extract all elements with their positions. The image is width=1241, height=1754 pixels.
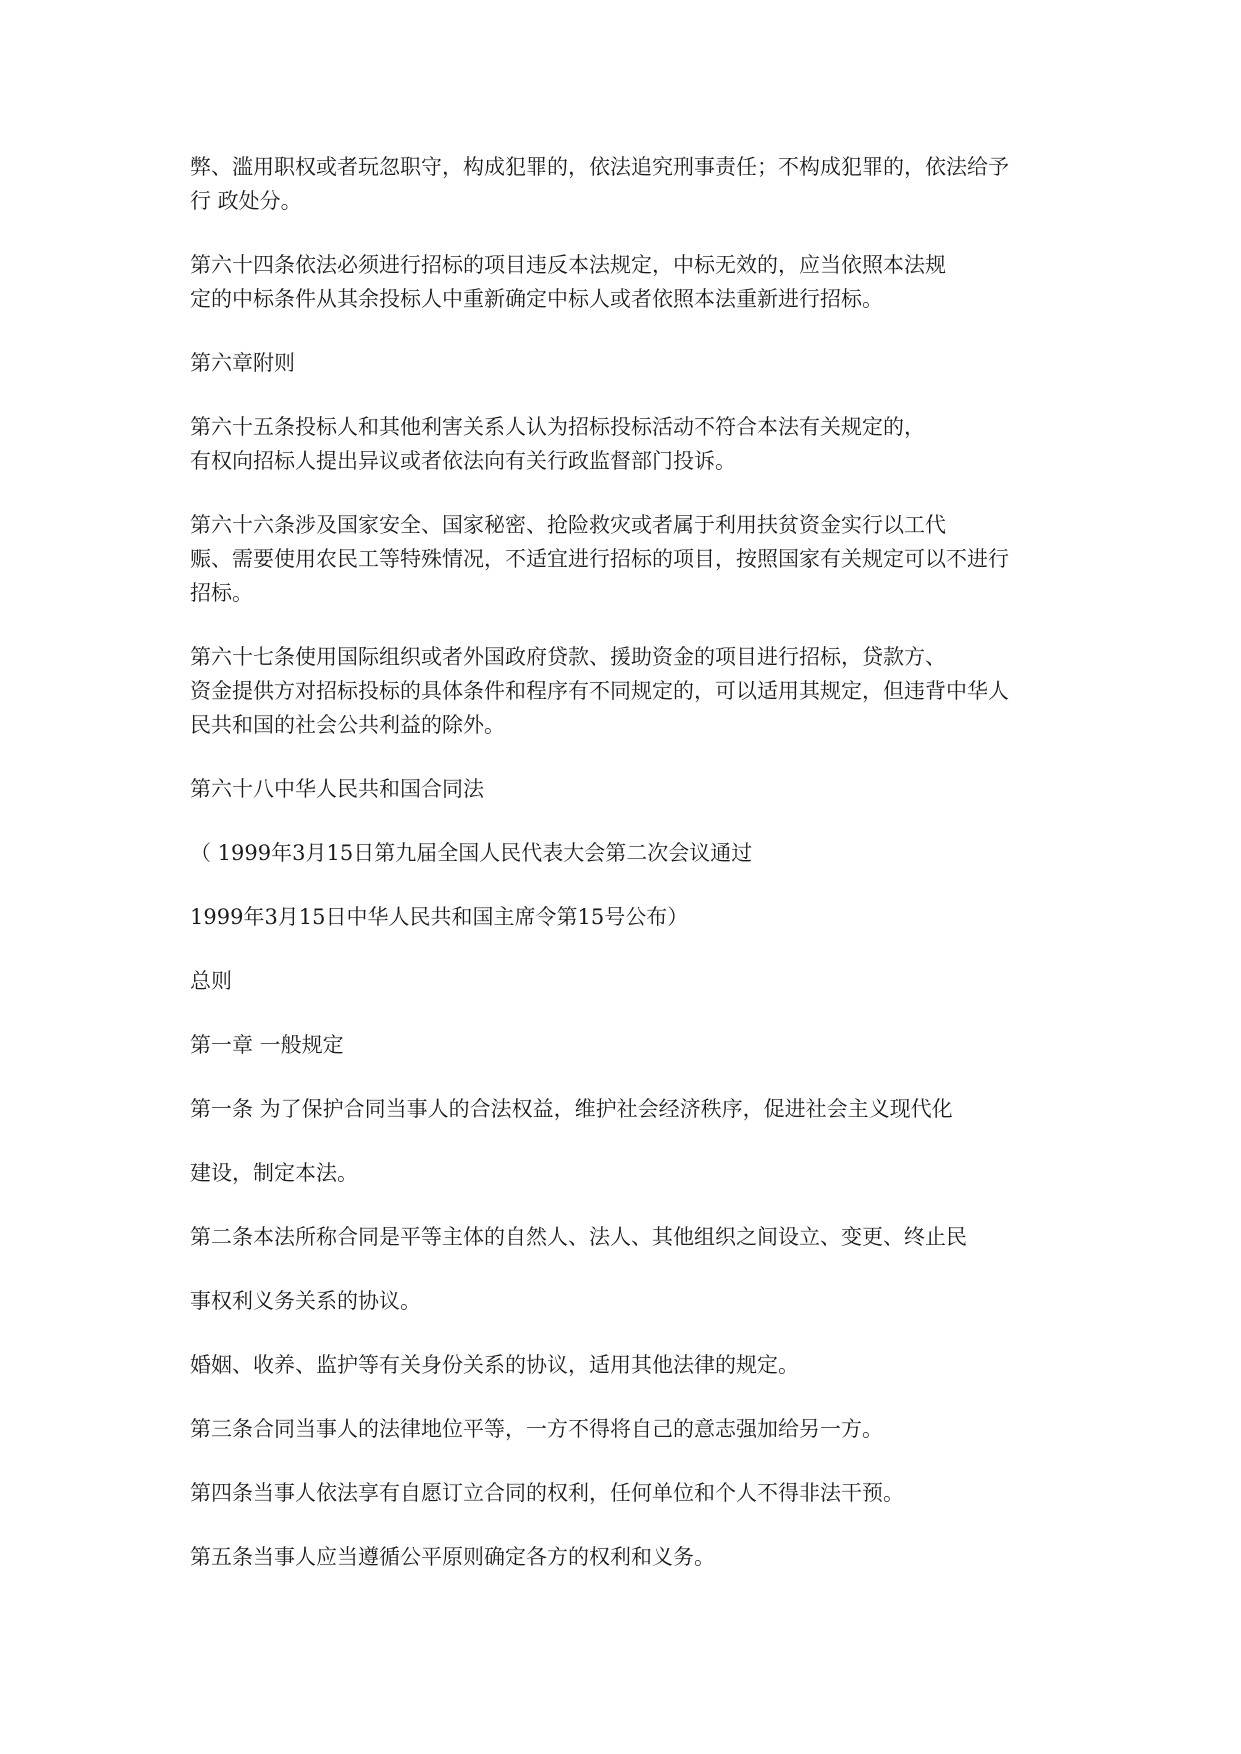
paragraph (190, 1476, 1070, 1510)
text-line: 行 政处分。 (190, 189, 302, 213)
text-line: 建设，制定本法。 (190, 1161, 358, 1185)
text-line: 资金提供方对招标投标的具体条件和程序有不同规定的，可以适用其规定，但违背中华人 (190, 679, 1009, 703)
paragraph (190, 1220, 1070, 1254)
paragraph (190, 346, 1070, 380)
text-line: 第一章 一般规定 (190, 1033, 344, 1057)
text-line: 第五条当事人应当遵循公平原则确定各方的权利和义务。 (190, 1545, 715, 1569)
text-line: 第一条 为了保护合同当事人的合法权益，维护社会经济秩序，促进社会主义现代化 (190, 1097, 953, 1121)
paragraph (190, 1092, 1070, 1126)
paragraph (190, 1412, 1070, 1446)
text-line: 1999年3月15日中华人民共和国主席令第15号公布） (190, 905, 689, 929)
paragraph (190, 150, 1070, 218)
text-line: 第六十七条使用国际组织或者外国政府贷款、援助资金的项目进行招标，贷款方、 (190, 645, 946, 669)
paragraph (190, 900, 1070, 934)
paragraph (190, 640, 1070, 742)
text-line: 婚姻、收养、监护等有关身份关系的协议，适用其他法律的规定。 (190, 1353, 799, 1377)
text-line: 定的中标条件从其余投标人中重新确定中标人或者依照本法重新进行招标。 (190, 287, 883, 311)
text-line: 赈、需要使用农民工等特殊情况，不适宜进行招标的项目，按照国家有关规定可以不进行 (190, 547, 1009, 571)
paragraph (190, 508, 1070, 610)
text-line: 招标。 (190, 581, 253, 605)
paragraph (190, 836, 1070, 870)
text-line: 第六章附则 (190, 351, 295, 375)
text-line: 第六十五条投标人和其他利害关系人认为招标投标活动不符合本法有关规定的， (190, 415, 925, 439)
paragraph (190, 772, 1070, 806)
paragraph (190, 1156, 1070, 1190)
text-line: 第六十六条涉及国家安全、国家秘密、抢险救灾或者属于利用扶贫资金实行以工代 (190, 513, 946, 537)
text-line: （ 1999年3月15日第九届全国人民代表大会第二次会议通过 (190, 841, 753, 865)
paragraph (190, 410, 1070, 478)
text-line: 第三条合同当事人的法律地位平等，一方不得将自己的意志强加给另一方。 (190, 1417, 883, 1441)
text-line: 第六十八中华人民共和国合同法 (190, 777, 484, 801)
paragraph (190, 1284, 1070, 1318)
paragraph (190, 1540, 1070, 1574)
paragraph (190, 1348, 1070, 1382)
text-line: 第四条当事人依法享有自愿订立合同的权利，任何单位和个人不得非法干预。 (190, 1481, 904, 1505)
text-line: 事权利义务关系的协议。 (190, 1289, 421, 1313)
text-line: 弊、滥用职权或者玩忽职守，构成犯罪的，依法追究刑事责任；不构成犯罪的，依法给予 (190, 155, 1009, 179)
text-line: 第二条本法所称合同是平等主体的自然人、法人、其他组织之间设立、变更、终止民 (190, 1225, 967, 1249)
paragraph (190, 248, 1070, 316)
text-line: 民共和国的社会公共利益的除外。 (190, 713, 505, 737)
document-body (190, 150, 1070, 1604)
text-line: 总则 (190, 969, 232, 993)
paragraph (190, 1028, 1070, 1062)
text-line: 有权向招标人提出异议或者依法向有关行政监督部门投诉。 (190, 449, 736, 473)
text-line: 第六十四条依法必须进行招标的项目违反本法规定，中标无效的，应当依照本法规 (190, 253, 946, 277)
paragraph (190, 964, 1070, 998)
